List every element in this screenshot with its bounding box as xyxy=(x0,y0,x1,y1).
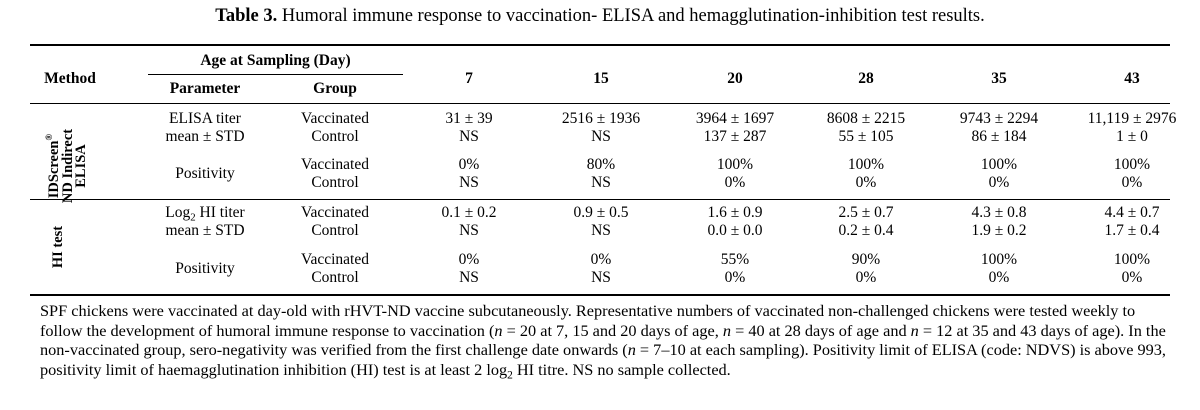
header-bottom-rule xyxy=(30,103,1170,104)
value-cell xyxy=(404,110,534,146)
parameter-line: Positivity xyxy=(175,165,235,182)
parameter-cell xyxy=(150,204,260,240)
vaccinated-value: 100% xyxy=(980,156,1018,173)
vaccinated-value: 0% xyxy=(458,251,480,268)
control-value: 0% xyxy=(988,174,1010,191)
value-cell xyxy=(536,110,666,146)
table-footnote: SPF chickens were vaccinated at day-old with rHVT-ND vaccine subcutaneously. Representative numbers of vaccinated non-challenged chickens were tested weekly to follow the development of humoral immune response to vaccination (n = 20 at 7, 15 and 20 days of age, n = 40 at 28 days of age and n = 12 at 35 and 43 days of age). In the non-vaccinated group, sero-negativity was verified from the first challenge date onwards (n = 7–10 at each sampling). Positivity limit of ELISA (code: NDVS) is above 993, positivity limit of haemagglutination inhibition (HI) test is at least 2 $\log_2$ HI titre. NS no sample collected. xyxy=(40,301,1166,382)
top-rule xyxy=(30,44,1170,46)
control-value: 0% xyxy=(1121,269,1143,286)
value-cell xyxy=(536,204,666,240)
section-divider-rule xyxy=(30,199,1170,200)
elisa-label-line-2: ND Indirect xyxy=(59,128,76,204)
control-value: 0% xyxy=(855,269,877,286)
control-value: 0.0 ± 0.0 xyxy=(707,222,763,239)
value-cell xyxy=(404,204,534,240)
vaccinated-value: 11,119 ± 2976 xyxy=(1087,110,1177,127)
day-header-35: 35 xyxy=(991,70,1007,87)
vaccinated-value: 0.1 ± 0.2 xyxy=(441,204,497,221)
control-value: 0% xyxy=(988,269,1010,286)
vaccinated-value: 8608 ± 2215 xyxy=(826,110,906,127)
control-value: 0.2 ± 0.4 xyxy=(838,222,894,239)
value-cell xyxy=(404,251,534,287)
parameter-cell xyxy=(150,165,260,183)
vaccinated-value: 1.6 ± 0.9 xyxy=(707,204,763,221)
group-line: Control xyxy=(311,174,359,191)
bottom-rule xyxy=(30,294,1170,296)
day-header-15: 15 xyxy=(593,70,609,87)
control-value: NS xyxy=(459,269,479,286)
control-value: 0% xyxy=(724,269,746,286)
control-value: 0% xyxy=(724,174,746,191)
day-header-43: 43 xyxy=(1124,70,1140,87)
group-line: Control xyxy=(311,128,359,145)
control-value: 137 ± 287 xyxy=(703,128,767,145)
value-cell xyxy=(670,251,800,287)
vaccinated-value: 80% xyxy=(586,156,616,173)
value-cell xyxy=(536,156,666,192)
vaccinated-value: 100% xyxy=(847,156,885,173)
day-header-28: 28 xyxy=(858,70,874,87)
parameter-cell xyxy=(150,260,260,278)
control-value: 1.9 ± 0.2 xyxy=(971,222,1027,239)
vaccinated-value: 90% xyxy=(851,251,881,268)
caption-label: Table 3. xyxy=(215,6,278,26)
value-cell xyxy=(536,251,666,287)
hi-test-section-label: HI test xyxy=(50,225,66,269)
value-cell xyxy=(1067,251,1197,287)
vaccinated-value: 100% xyxy=(980,251,1018,268)
vaccinated-value: 3964 ± 1697 xyxy=(695,110,775,127)
vaccinated-value: 2.5 ± 0.7 xyxy=(838,204,894,221)
control-value: NS xyxy=(459,174,479,191)
caption-text: Humoral immune response to vaccination- ELISA and hemagglutination-inhibition test results. xyxy=(281,6,985,26)
elisa-label-line-1: IDScreen® xyxy=(44,133,62,199)
control-value: 86 ± 184 xyxy=(971,128,1027,145)
group-line: Vaccinated xyxy=(301,204,369,221)
vaccinated-value: 4.3 ± 0.8 xyxy=(971,204,1027,221)
parameter-line: ELISA titer xyxy=(169,110,241,127)
control-value: NS xyxy=(591,174,611,191)
table-caption xyxy=(0,6,1200,27)
value-cell xyxy=(934,156,1064,192)
group-line: Vaccinated xyxy=(301,156,369,173)
group-line: Control xyxy=(311,222,359,239)
control-value: 55 ± 105 xyxy=(838,128,894,145)
group-cell xyxy=(280,251,390,287)
value-cell xyxy=(801,251,931,287)
vaccinated-value: 9743 ± 2294 xyxy=(959,110,1039,127)
age-at-sampling-header: Age at Sampling (Day) xyxy=(200,52,351,69)
control-value: NS xyxy=(459,128,479,145)
vaccinated-value: 100% xyxy=(1113,156,1151,173)
value-cell xyxy=(670,156,800,192)
vaccinated-value: 100% xyxy=(1113,251,1151,268)
control-value: 0% xyxy=(855,174,877,191)
value-cell xyxy=(1067,156,1197,192)
vaccinated-value: 4.4 ± 0.7 xyxy=(1104,204,1160,221)
elisa-section-label xyxy=(44,118,90,214)
control-value: NS xyxy=(591,269,611,286)
value-cell xyxy=(801,110,931,146)
value-cell xyxy=(1067,110,1197,146)
vaccinated-value: 31 ± 39 xyxy=(445,110,493,127)
value-cell xyxy=(670,110,800,146)
group-header: Group xyxy=(313,80,357,97)
value-cell xyxy=(670,204,800,240)
value-cell xyxy=(1067,204,1197,240)
control-value: 1 ± 0 xyxy=(1116,128,1148,145)
group-line: Vaccinated xyxy=(301,251,369,268)
age-underline xyxy=(148,74,403,75)
value-cell xyxy=(934,204,1064,240)
value-cell xyxy=(801,156,931,192)
parameter-line: Positivity xyxy=(175,260,235,277)
elisa-label-line-3: ELISA xyxy=(73,144,89,188)
vaccinated-value: 55% xyxy=(720,251,750,268)
group-line: Vaccinated xyxy=(301,110,369,127)
vaccinated-value: 0% xyxy=(458,156,480,173)
control-value: NS xyxy=(591,222,611,239)
method-header: Method xyxy=(44,70,96,87)
control-value: NS xyxy=(591,128,611,145)
parameter-line: mean ± STD xyxy=(165,222,245,239)
group-cell xyxy=(280,110,390,146)
vaccinated-value: 2516 ± 1936 xyxy=(561,110,641,127)
group-cell xyxy=(280,156,390,192)
vaccinated-value: 0% xyxy=(590,251,612,268)
value-cell xyxy=(934,251,1064,287)
parameter-header: Parameter xyxy=(169,80,241,97)
vaccinated-value: 0.9 ± 0.5 xyxy=(573,204,629,221)
control-value: NS xyxy=(459,222,479,239)
control-value: 0% xyxy=(1121,174,1143,191)
day-header-20: 20 xyxy=(727,70,743,87)
group-line: Control xyxy=(311,269,359,286)
value-cell xyxy=(801,204,931,240)
group-cell xyxy=(280,204,390,240)
parameter-line: Log$_2$ HI titer xyxy=(165,204,245,224)
value-cell xyxy=(404,156,534,192)
vaccinated-value: 100% xyxy=(716,156,754,173)
parameter-line: mean ± STD xyxy=(165,128,245,145)
parameter-cell xyxy=(150,110,260,146)
control-value: 1.7 ± 0.4 xyxy=(1104,222,1160,239)
day-header-7: 7 xyxy=(465,70,473,87)
value-cell xyxy=(934,110,1064,146)
